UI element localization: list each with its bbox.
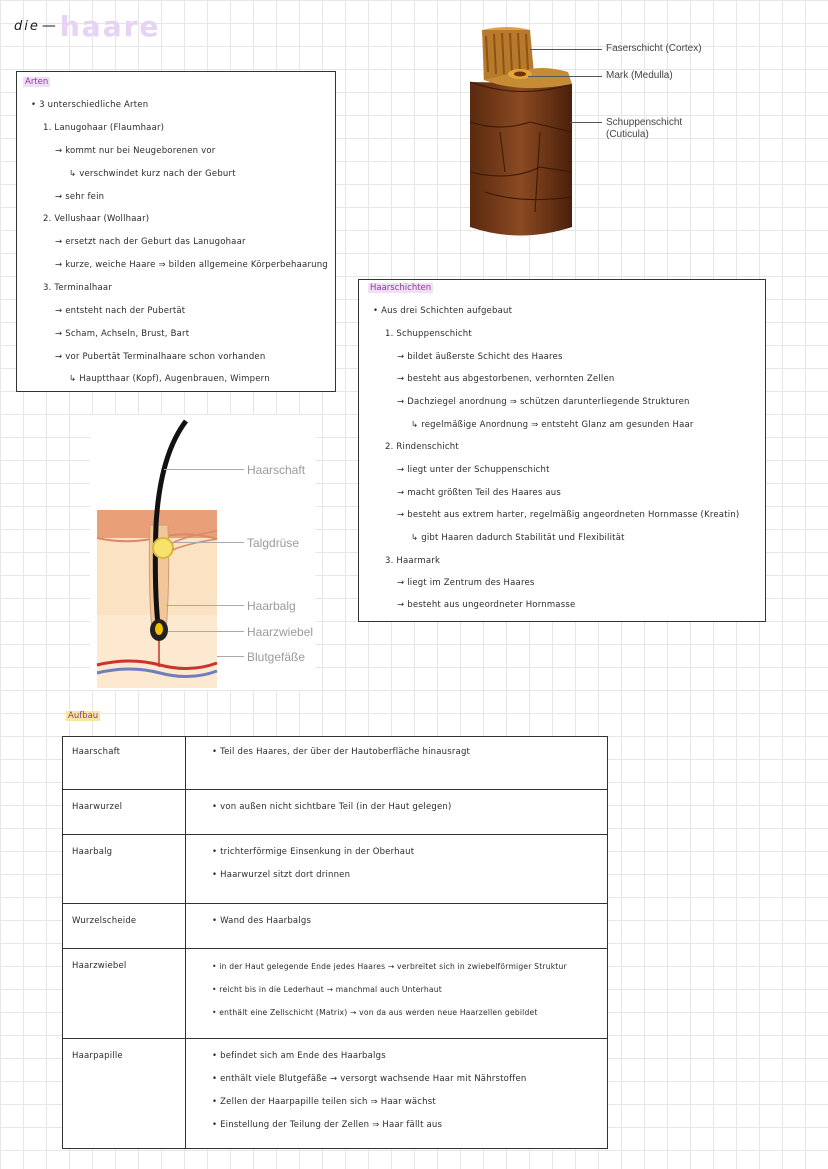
table-row	[63, 949, 608, 1039]
label-line	[168, 631, 244, 632]
table-row	[63, 1039, 608, 1149]
label-line	[530, 49, 602, 50]
label-cortex: Faserschicht (Cortex)	[606, 43, 702, 54]
haarschichten-line: → liegt im Zentrum des Haares	[397, 578, 535, 588]
aufbau-heading: Aufbau	[68, 711, 99, 721]
haarschichten-line: → besteht aus abgestorbenen, verhornten Zellen	[397, 374, 615, 384]
title-part2: haare	[59, 10, 161, 43]
haarschichten-line: ↳ regelmäßige Anordnung ⇒ entsteht Glanz am gesunden Haar	[411, 420, 694, 430]
arten-line: → sehr fein	[55, 192, 105, 202]
hair-cross-section-illustration	[460, 22, 580, 244]
aufbau-table	[62, 736, 608, 1149]
haarschichten-line: • Aus drei Schichten aufgebaut	[373, 306, 513, 316]
row-detail: • Wand des Haarbalgs	[212, 916, 312, 926]
label-haarbalg: Haarbalg	[247, 599, 296, 613]
label-cuticula: Schuppenschicht	[606, 117, 683, 128]
arten-heading: Arten	[25, 77, 49, 87]
label-medulla: Mark (Medulla)	[606, 70, 673, 81]
hair-follicle-diagram	[90, 415, 315, 690]
arten-line: → vor Pubertät Terminalhaare schon vorhanden	[55, 352, 266, 362]
arten-line: ↳ Hauptthaar (Kopf), Augenbrauen, Wimpern	[69, 374, 270, 384]
row-detail: • Einstellung der Teilung der Zellen ⇒ Haar fällt aus	[212, 1120, 443, 1130]
label-line	[570, 122, 602, 123]
arten-line: • 3 unterschiedliche Arten	[31, 100, 149, 110]
arten-box	[16, 71, 336, 392]
row-term: Haarbalg	[72, 847, 113, 857]
arten-line: 2. Vellushaar (Wollhaar)	[43, 214, 150, 224]
arten-line: ↳ verschwindet kurz nach der Geburt	[69, 169, 236, 179]
haarschichten-heading: Haarschichten	[370, 283, 432, 293]
row-detail: • Haarwurzel sitzt dort drinnen	[212, 870, 351, 880]
label-line	[174, 542, 244, 543]
title-separator: —	[41, 18, 58, 34]
haarschichten-line: ↳ gibt Haaren dadurch Stabilität und Flexibilität	[411, 533, 625, 543]
row-detail: • reicht bis in die Lederhaut → manchmal auch Unterhaut	[212, 985, 442, 994]
label-talgdruese: Talgdrüse	[247, 536, 300, 550]
row-detail: • von außen nicht sichtbare Teil (in der Haut gelegen)	[212, 802, 452, 812]
haarschichten-line: → besteht aus ungeordneter Hornmasse	[397, 600, 576, 610]
label-line	[528, 76, 602, 77]
row-term: Haarzwiebel	[72, 961, 127, 971]
title-part1: die	[14, 19, 40, 34]
arten-line: 3. Terminalhaar	[43, 283, 113, 293]
haarschichten-line: 3. Haarmark	[385, 556, 441, 566]
label-line	[166, 605, 244, 606]
row-term: Haarwurzel	[72, 802, 123, 812]
label-haarzwiebel: Haarzwiebel	[247, 625, 314, 639]
arten-line: → Scham, Achseln, Brust, Bart	[55, 329, 190, 339]
table-row	[63, 737, 608, 790]
haarschichten-box	[358, 279, 766, 622]
arten-line: → kurze, weiche Haare ⇒ bilden allgemeine Körperbehaarung	[55, 260, 328, 270]
arten-line: → kommt nur bei Neugeborenen vor	[55, 146, 216, 156]
table-row	[63, 904, 608, 949]
page-title	[14, 10, 160, 44]
row-term: Wurzelscheide	[72, 916, 137, 926]
row-term: Haarschaft	[72, 747, 121, 757]
arten-line: → entsteht nach der Pubertät	[55, 306, 186, 316]
haarschichten-line: 1. Schuppenschicht	[385, 329, 472, 339]
table-row	[63, 790, 608, 835]
row-detail: • enthält eine Zellschicht (Matrix) → von da aus werden neue Haarzellen gebildet	[212, 1008, 538, 1017]
arten-line: 1. Lanugohaar (Flaumhaar)	[43, 123, 165, 133]
label-cuticula-latin: (Cuticula)	[606, 129, 649, 140]
label-line	[217, 656, 244, 657]
row-detail: • in der Haut gelegende Ende jedes Haares → verbreitet sich in zwiebelförmiger Struktur	[212, 962, 567, 971]
haarschichten-line: 2. Rindenschicht	[385, 442, 459, 452]
haarschichten-line: → bildet äußerste Schicht des Haares	[397, 352, 563, 362]
haarschichten-line: → liegt unter der Schuppenschicht	[397, 465, 550, 475]
haarschichten-line: → besteht aus extrem harter, regelmäßig angeordneten Hornmasse (Kreatin)	[397, 510, 740, 520]
arten-line: → ersetzt nach der Geburt das Lanugohaar	[55, 237, 246, 247]
row-detail: • Zellen der Haarpapille teilen sich ⇒ Haar wächst	[212, 1097, 436, 1107]
row-detail: • trichterförmige Einsenkung in der Oberhaut	[212, 847, 415, 857]
row-term: Haarpapille	[72, 1051, 123, 1061]
table-row	[63, 835, 608, 904]
label-haarschaft: Haarschaft	[247, 463, 306, 477]
row-detail: • befindet sich am Ende des Haarbalgs	[212, 1051, 386, 1061]
row-detail: • Teil des Haares, der über der Hautoberfläche hinausragt	[212, 747, 471, 757]
row-detail: • enthält viele Blutgefäße → versorgt wachsende Haar mit Nährstoffen	[212, 1074, 527, 1084]
hair-follicle-illustration	[90, 415, 230, 690]
haarschichten-line: → Dachziegel anordnung ⇒ schützen darunterliegende Strukturen	[397, 397, 690, 407]
label-line	[164, 469, 244, 470]
label-blutgefaesse: Blutgefäße	[247, 650, 306, 664]
hair-structure-diagram	[460, 22, 710, 252]
haarschichten-line: → macht größten Teil des Haares aus	[397, 488, 561, 498]
